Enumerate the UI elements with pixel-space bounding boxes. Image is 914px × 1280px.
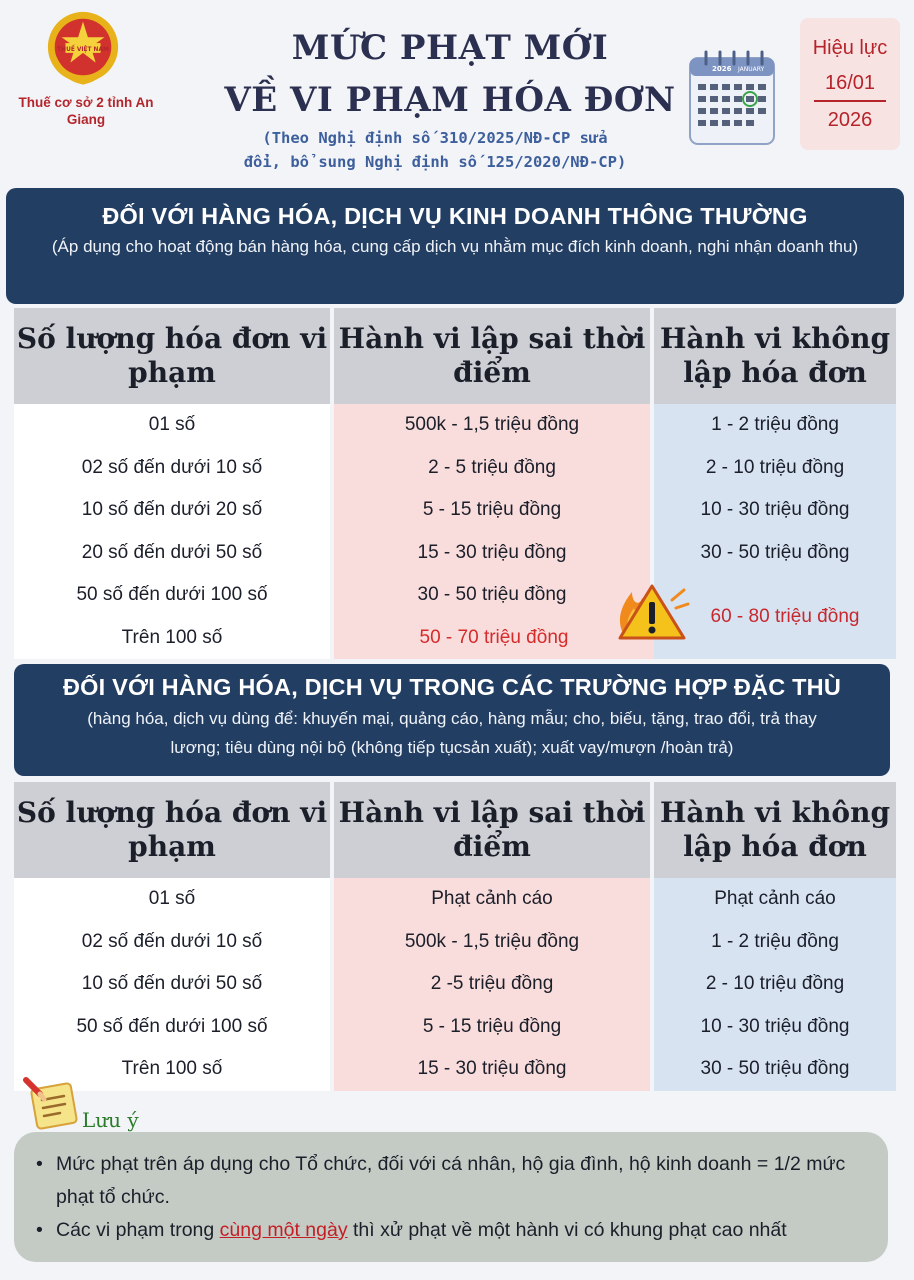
table-row bbox=[14, 878, 896, 921]
col-header-count: Số lượng hóa đơn vi phạm bbox=[14, 782, 334, 878]
cell-wrong-time-highlight: 50 - 70 triệu đồng bbox=[334, 617, 654, 660]
calendar-year: 2026 bbox=[712, 65, 732, 73]
col-header-count: Số lượng hóa đơn vi phạm bbox=[14, 308, 334, 404]
cell-no-invoice: 30 - 50 triệu đồng bbox=[654, 532, 896, 575]
section-1-header bbox=[6, 188, 904, 304]
page-subtitle bbox=[190, 126, 680, 174]
cell-no-invoice: 2 - 10 triệu đồng bbox=[654, 447, 896, 490]
calendar-icon bbox=[676, 48, 788, 152]
col-header-no-invoice: Hành vi không lập hóa đơn bbox=[654, 308, 896, 404]
warning-fire-icon bbox=[612, 578, 690, 644]
table-row bbox=[14, 963, 896, 1006]
subtitle-line-2: đổi, bổ sung Nghị định số 125/2020/NĐ-CP) bbox=[243, 153, 627, 171]
fine-table-regular bbox=[14, 308, 896, 659]
cell-no-invoice-highlight: 60 - 80 triệu đồng bbox=[654, 574, 896, 659]
table-row bbox=[14, 489, 896, 532]
table-row bbox=[14, 574, 896, 617]
cell-count: 01 số bbox=[14, 878, 334, 921]
cell-wrong-time: 5 - 15 triệu đồng bbox=[334, 1006, 654, 1049]
col-header-no-invoice: Hành vi không lập hóa đơn bbox=[654, 782, 896, 878]
cell-wrong-time: 500k - 1,5 triệu đồng bbox=[334, 921, 654, 964]
note-item-2 bbox=[36, 1214, 864, 1247]
cell-count: Trên 100 số bbox=[14, 617, 334, 660]
cell-count: 20 số đến dưới 50 số bbox=[14, 532, 334, 575]
col-header-wrong-time: Hành vi lập sai thời điểm bbox=[334, 308, 654, 404]
cell-no-invoice: 30 - 50 triệu đồng bbox=[654, 1048, 896, 1091]
cell-count: Trên 100 số bbox=[14, 1048, 334, 1091]
table-header-row bbox=[14, 782, 896, 878]
table-row bbox=[14, 921, 896, 964]
tax-emblem-logo bbox=[44, 8, 122, 86]
section-2-title: ĐỐI VỚI HÀNG HÓA, DỊCH VỤ TRONG CÁC TRƯỜNG HỢP ĐẶC THÙ bbox=[62, 674, 842, 700]
cell-count: 10 số đến dưới 20 số bbox=[14, 489, 334, 532]
subtitle-line-1: (Theo Nghị định số 310/2025/NĐ-CP sửa bbox=[262, 129, 608, 147]
cell-count: 10 số đến dưới 50 số bbox=[14, 963, 334, 1006]
title-line-1: MỨC PHẠT MỚI bbox=[291, 28, 609, 68]
cell-no-invoice: 1 - 2 triệu đồng bbox=[654, 921, 896, 964]
note-item-2-before: Các vi phạm trong bbox=[56, 1219, 220, 1241]
cell-no-invoice: 10 - 30 triệu đồng bbox=[654, 489, 896, 532]
section-2-note-line-2: lương; tiêu dùng nội bộ (không tiếp tụcsản xuất); xuất vay/mượn /hoàn trả) bbox=[170, 738, 734, 757]
section-2-note-line-1: (hàng hóa, dịch vụ dùng để: khuyến mại, quảng cáo, hàng mẫu; cho, biếu, tặng, trao đổi, trả thay bbox=[87, 709, 817, 728]
cell-no-invoice: Phạt cảnh cáo bbox=[654, 878, 896, 921]
note-item-2-after: thì xử phạt về một hành vi có khung phạt cao nhất bbox=[347, 1219, 787, 1241]
table-row bbox=[14, 404, 896, 447]
cell-wrong-time: 30 - 50 triệu đồng bbox=[334, 574, 654, 617]
cell-no-invoice: 2 - 10 triệu đồng bbox=[654, 963, 896, 1006]
cell-wrong-time: 15 - 30 triệu đồng bbox=[334, 1048, 654, 1091]
section-2-header bbox=[14, 664, 890, 776]
cell-wrong-time: 15 - 30 triệu đồng bbox=[334, 532, 654, 575]
cell-no-invoice: 1 - 2 triệu đồng bbox=[654, 404, 896, 447]
section-1-note: (Áp dụng cho hoạt động bán hàng hóa, cung cấp dịch vụ nhằm mục đích kinh doanh, nghi nhận doanh thu) bbox=[51, 237, 859, 256]
cell-wrong-time: 2 -5 triệu đồng bbox=[334, 963, 654, 1006]
fine-table-special bbox=[14, 782, 896, 1091]
note-item-1: • Mức phạt trên áp dụng cho Tổ chức, đối với cá nhân, hộ gia đình, hộ kinh doanh = 1/2 mức phạt tổ chức. bbox=[36, 1148, 864, 1214]
note-item-2-highlight: cùng một ngày bbox=[219, 1219, 348, 1241]
cell-count: 50 số đến dưới 100 số bbox=[14, 574, 334, 617]
table-row bbox=[14, 1006, 896, 1049]
section-1-title: ĐỐI VỚI HÀNG HÓA, DỊCH VỤ KINH DOANH THÔNG THƯỜNG bbox=[102, 203, 808, 229]
note-box bbox=[14, 1132, 888, 1262]
effective-date: 16/01 bbox=[814, 66, 886, 102]
title-line-2: VỀ VI PHẠM HÓA ĐƠN bbox=[224, 80, 676, 120]
effective-year: 2026 bbox=[827, 109, 873, 131]
note-list bbox=[36, 1148, 864, 1247]
col-header-wrong-time: Hành vi lập sai thời điểm bbox=[334, 782, 654, 878]
table-row bbox=[14, 1048, 896, 1091]
table-row bbox=[14, 447, 896, 490]
page-title bbox=[150, 22, 750, 126]
logo-caption: Thuế cơ sở 2 tỉnh An Giang bbox=[18, 95, 154, 127]
cell-no-invoice: 10 - 30 triệu đồng bbox=[654, 1006, 896, 1049]
cell-count: 02 số đến dưới 10 số bbox=[14, 447, 334, 490]
cell-wrong-time: 2 - 5 triệu đồng bbox=[334, 447, 654, 490]
table-header-row bbox=[14, 308, 896, 404]
cell-wrong-time: 500k - 1,5 triệu đồng bbox=[334, 404, 654, 447]
cell-count: 02 số đến dưới 10 số bbox=[14, 921, 334, 964]
note-label: Lưu ý bbox=[82, 1108, 139, 1132]
memo-pencil-icon bbox=[20, 1072, 84, 1132]
cell-wrong-time: Phạt cảnh cáo bbox=[334, 878, 654, 921]
table-row bbox=[14, 532, 896, 575]
calendar-month: JANUARY bbox=[738, 66, 765, 73]
effective-label: Hiệu lực bbox=[812, 37, 888, 59]
cell-wrong-time: 5 - 15 triệu đồng bbox=[334, 489, 654, 532]
effective-date-badge bbox=[800, 18, 900, 150]
cell-count: 50 số đến dưới 100 số bbox=[14, 1006, 334, 1049]
svg-text:THUẾ VIỆT NAM: THUẾ VIỆT NAM bbox=[57, 46, 109, 53]
cell-count: 01 số bbox=[14, 404, 334, 447]
